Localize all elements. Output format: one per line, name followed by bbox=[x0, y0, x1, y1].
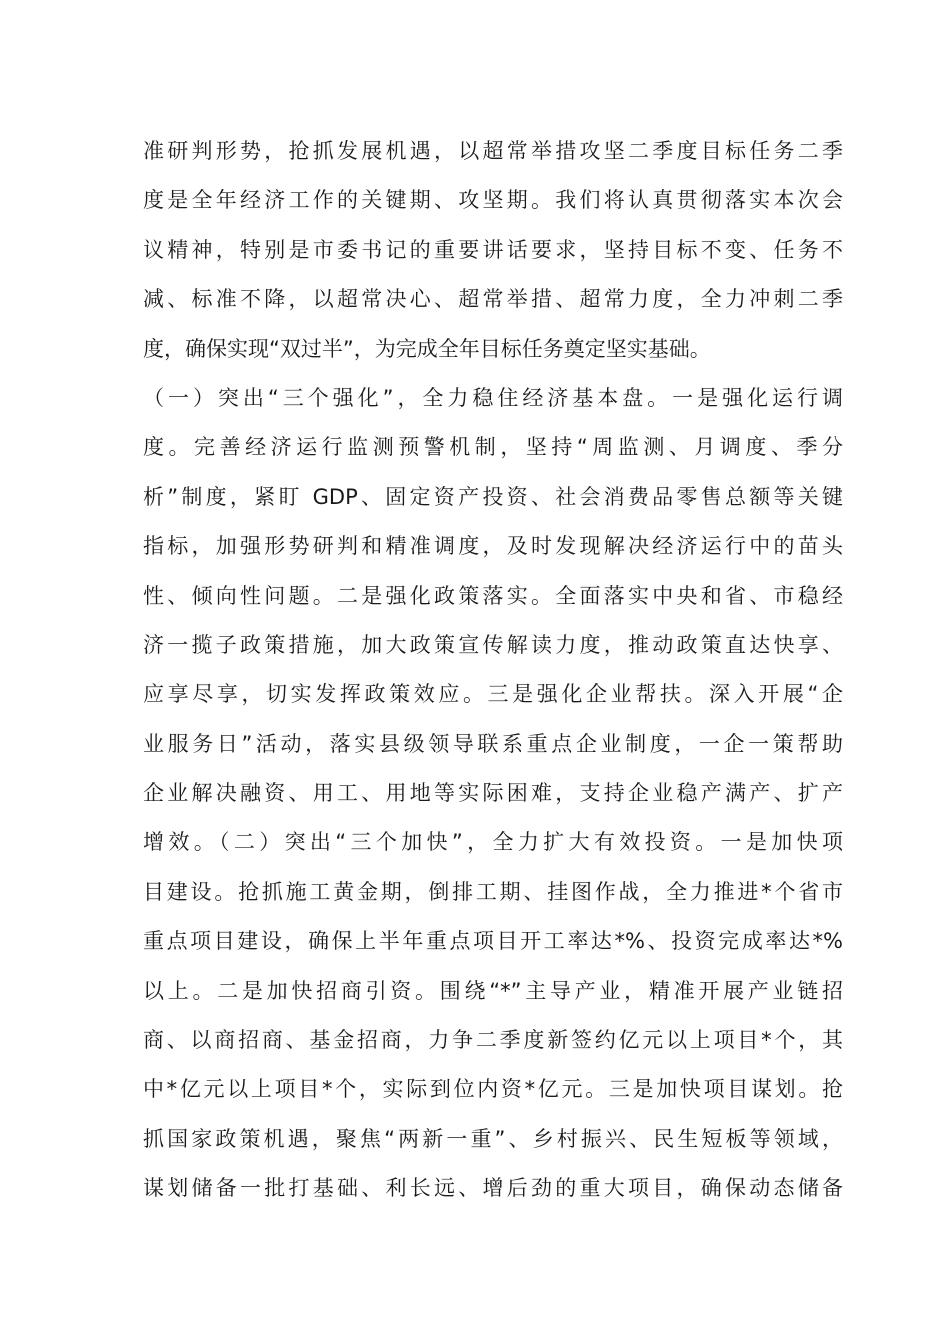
text-line: 济一揽子政策措施，加大政策宣传解读力度，推动政策直达快享、 bbox=[143, 632, 843, 657]
text-line: 指标，加强形势研判和精准调度，及时发现解决经济运行中的苗头 bbox=[143, 534, 843, 559]
text-line: 抓国家政策机遇，聚焦“两新一重”、乡村振兴、民生短板等领域， bbox=[143, 1126, 843, 1151]
text-line: 以上。二是加快招商引资。围绕“*”主导产业，精准开展产业链招 bbox=[143, 978, 843, 1003]
text-line: 性、倾向性问题。二是强化政策落实。全面落实中央和省、市稳经 bbox=[143, 583, 843, 608]
body-text bbox=[143, 127, 843, 1214]
text-line: 减、标准不降，以超常决心、超常举措、超常力度，全力冲刺二季 bbox=[143, 287, 843, 312]
text-line: 重点项目建设，确保上半年重点项目开工率达*%、投资完成率达*% bbox=[143, 929, 843, 954]
text-line: 目建设。抢抓施工黄金期，倒排工期、挂图作战，全力推进*个省市 bbox=[143, 879, 843, 904]
text-line: 度。完善经济运行监测预警机制，坚持“周监测、月调度、季分 bbox=[143, 435, 843, 460]
text-line: 议精神，特别是市委书记的重要讲话要求，坚持目标不变、任务不 bbox=[143, 237, 843, 262]
text-line: 准研判形势，抢抓发展机遇，以超常举措攻坚二季度目标任务二季 bbox=[143, 139, 843, 163]
text-line: 度，确保实现“双过半”，为完成全年目标任务奠定坚实基础。 bbox=[143, 336, 711, 361]
text-line: （一）突出“三个强化”，全力稳住经济基本盘。一是强化运行调 bbox=[143, 385, 843, 410]
text-line: 中*亿元以上项目*个，实际到位内资*亿元。三是加快项目谋划。抢 bbox=[143, 1077, 843, 1102]
text-line: 析”制度，紧盯 GDP、固定资产投资、社会消费品零售总额等关键 bbox=[143, 484, 843, 509]
text-line: 商、以商招商、基金招商，力争二季度新签约亿元以上项目*个，其 bbox=[143, 1028, 843, 1053]
text-line: 增效。（二）突出“三个加快”，全力扩大有效投资。一是加快项 bbox=[143, 830, 843, 855]
text-line: 度是全年经济工作的关键期、攻坚期。我们将认真贯彻落实本次会 bbox=[143, 188, 843, 213]
text-line: 应享尽享，切实发挥政策效应。三是强化企业帮扶。深入开展“企 bbox=[143, 682, 843, 707]
text-line: 谋划储备一批打基础、利长远、增后劲的重大项目，确保动态储备 bbox=[143, 1176, 843, 1201]
text-line: 企业解决融资、用工、用地等实际困难，支持企业稳产满产、扩产 bbox=[143, 781, 843, 806]
text-line: 业服务日”活动，落实县级领导联系重点企业制度，一企一策帮助 bbox=[143, 731, 843, 756]
